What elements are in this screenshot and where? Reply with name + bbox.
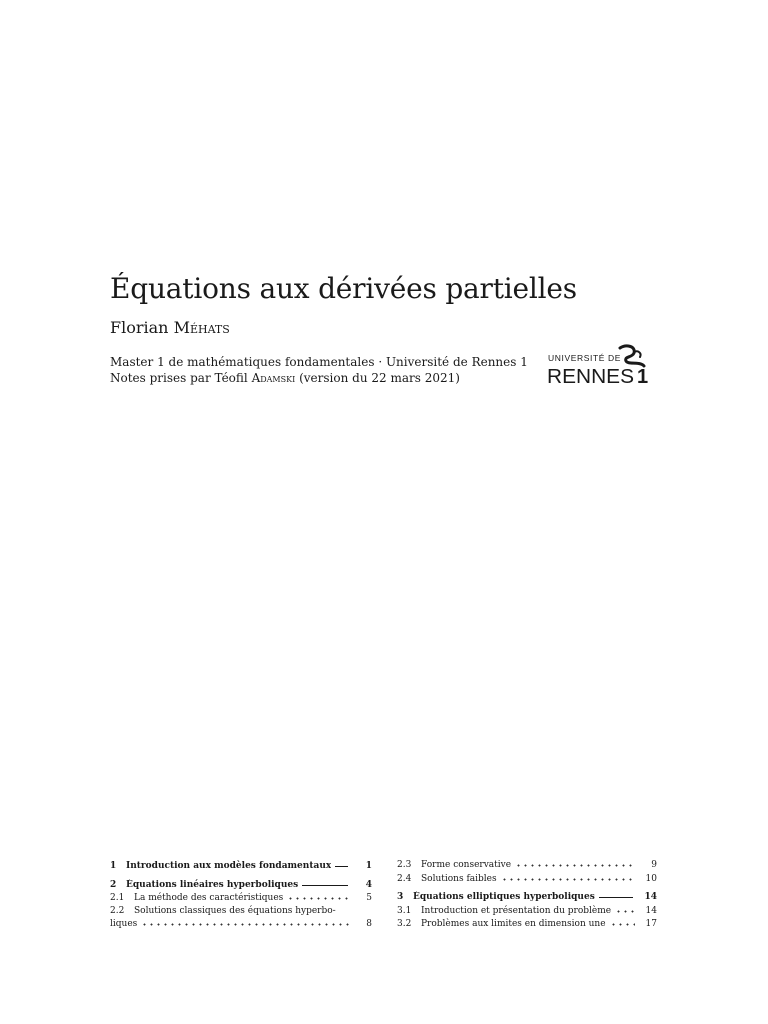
document-title: Équations aux dérivées partielles	[110, 272, 577, 305]
author-last-name: Méhats	[173, 318, 230, 337]
toc-entry[interactable]	[397, 889, 657, 904]
author	[110, 318, 230, 337]
author-first-name: Florian	[110, 318, 169, 337]
toc-entry[interactable]	[110, 905, 372, 918]
toc-entry[interactable]	[110, 858, 372, 873]
toc-entry[interactable]	[110, 891, 372, 905]
toc-leader-rule	[599, 888, 633, 898]
toc-page: 1	[365, 861, 372, 871]
toc-number: 3.2	[397, 919, 412, 929]
toc-number: 1	[110, 861, 117, 871]
toc-label: Introduction aux modèles fondamentaux	[126, 861, 332, 871]
logo-top-text: UNIVERSITÉ DE	[548, 353, 621, 363]
toc-leader-rule	[302, 876, 348, 886]
toc-leader-rule	[335, 857, 348, 867]
toc-label: liques	[110, 919, 138, 929]
toc-number: 2.4	[397, 873, 412, 884]
toc-entry-continuation[interactable]	[110, 917, 372, 931]
logo-number: 1	[637, 366, 649, 386]
toc-number: 3	[397, 892, 404, 902]
toc-entry[interactable]	[110, 877, 372, 892]
toc-page: 9	[651, 860, 657, 870]
toc-left-column	[110, 858, 372, 931]
meta-notes-suffix: (version du 22 mars 2021)	[299, 371, 460, 385]
toc-label: Équations linéaires hyperboliques	[126, 879, 299, 890]
toc-label: Forme conservative	[421, 860, 512, 870]
toc-entry[interactable]	[397, 858, 657, 872]
toc-entry[interactable]	[397, 872, 657, 886]
meta-notes-name: Adamski	[251, 371, 296, 385]
toc-label: Équations elliptiques hyperboliques	[413, 892, 595, 902]
toc-label: La méthode des caractéristiques	[134, 893, 284, 903]
toc-leader-dots	[615, 904, 635, 913]
toc-number: 2	[110, 879, 117, 890]
toc-page: 14	[644, 892, 657, 902]
toc-number: 3.1	[397, 905, 412, 916]
meta-course-line: Master 1 de mathématiques fondamentales · Université de Rennes 1	[110, 355, 528, 369]
toc-label: Solutions classiques des équations hyperbo-	[134, 905, 336, 916]
toc-page: 17	[645, 919, 657, 929]
meta-notes-line	[110, 370, 528, 386]
toc-page: 10	[645, 873, 657, 884]
toc-page: 8	[366, 919, 372, 929]
rennes-logo-icon	[546, 344, 652, 386]
document-meta	[110, 354, 528, 386]
university-logo	[546, 344, 652, 386]
toc-leader-dots	[515, 858, 635, 867]
toc-page: 14	[645, 905, 657, 916]
toc-leader-dots	[141, 917, 350, 926]
toc-leader-dots	[287, 891, 350, 900]
toc-number: 2.3	[397, 860, 412, 870]
toc-entry[interactable]	[397, 917, 657, 931]
toc-label: Problèmes aux limites en dimension une	[421, 919, 606, 929]
meta-notes-prefix: Notes prises par Téofil	[110, 371, 248, 385]
toc-number: 2.2	[110, 905, 125, 916]
toc-number: 2.1	[110, 893, 125, 903]
toc-page: 4	[365, 879, 372, 890]
toc-entry[interactable]	[397, 904, 657, 918]
toc-label: Solutions faibles	[421, 873, 497, 884]
logo-bottom-text: RENNES	[547, 366, 634, 386]
toc-label: Introduction et présentation du problème	[421, 905, 612, 916]
toc-page: 5	[366, 893, 372, 903]
toc-right-column	[397, 858, 657, 931]
toc-leader-dots	[501, 872, 635, 881]
toc-leader-dots	[610, 917, 635, 926]
